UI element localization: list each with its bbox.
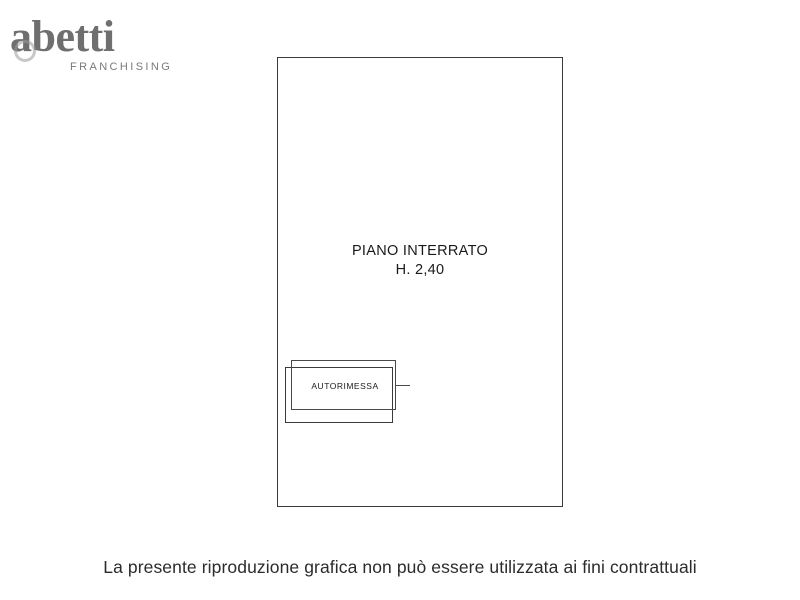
gabetti-logo [8, 14, 178, 84]
plan-height-note: H. 2,40 [395, 262, 445, 278]
disclaimer-caption: La presente riproduzione grafica non può essere utilizzata ai fini contrattuali [103, 557, 697, 577]
plan-title: PIANO INTERRATO [351, 243, 489, 259]
room-autorimessa-label: AUTORIMESSA [311, 381, 379, 391]
brand-tagline: FRANCHISING [70, 61, 173, 73]
brand-name: abetti [10, 12, 115, 61]
floor-plan [277, 57, 563, 507]
plan-perimeter-wall [277, 57, 563, 507]
plan-title-block [277, 242, 563, 280]
gabetti-g-icon [14, 40, 36, 62]
